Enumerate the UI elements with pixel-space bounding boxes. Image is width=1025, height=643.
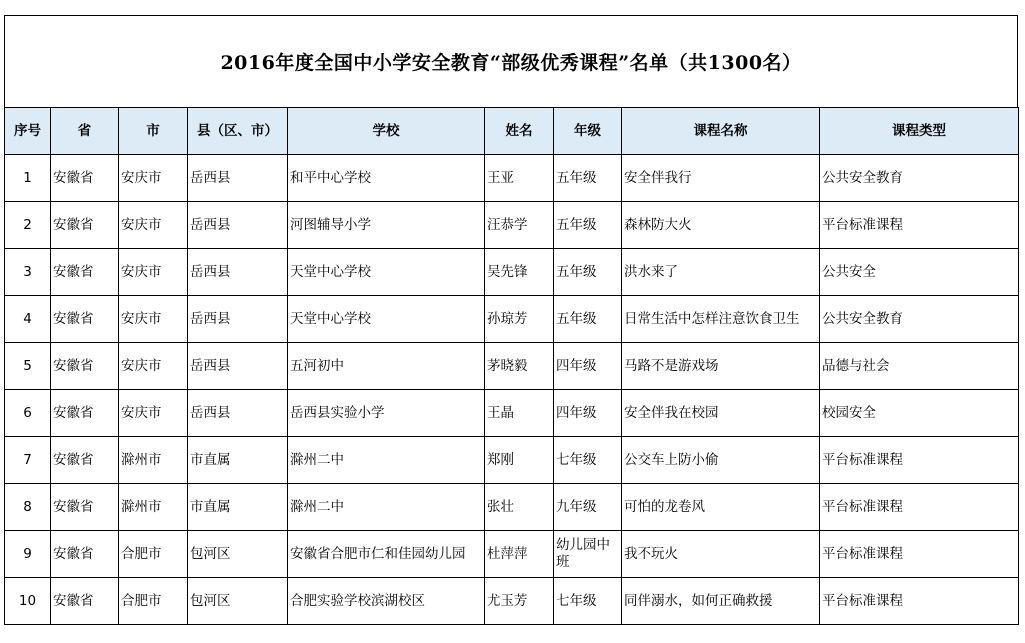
cell-county[interactable]: 岳西县: [188, 202, 288, 249]
cell-course-type[interactable]: 校园安全: [820, 390, 1019, 437]
cell-course-name[interactable]: 森林防大火: [622, 202, 820, 249]
cell-grade[interactable]: 五年级: [554, 202, 622, 249]
cell-index[interactable]: 4: [5, 296, 51, 343]
col-header-province[interactable]: 省: [51, 108, 119, 155]
cell-city[interactable]: 安庆市: [119, 155, 188, 202]
table-row: [5, 437, 1019, 484]
cell-school[interactable]: 和平中心学校: [288, 155, 485, 202]
cell-grade[interactable]: 五年级: [554, 296, 622, 343]
col-header-course-type[interactable]: 课程类型: [820, 108, 1019, 155]
cell-county[interactable]: 市直属: [188, 437, 288, 484]
cell-name[interactable]: 茅晓毅: [485, 343, 554, 390]
table-row: [5, 390, 1019, 437]
cell-city[interactable]: 合肥市: [119, 578, 188, 625]
cell-index[interactable]: 2: [5, 202, 51, 249]
cell-name[interactable]: 孙琼芳: [485, 296, 554, 343]
cell-grade[interactable]: 九年级: [554, 484, 622, 531]
cell-course-type[interactable]: 平台标准课程: [820, 437, 1019, 484]
cell-name[interactable]: 吴先锋: [485, 249, 554, 296]
cell-name[interactable]: 杜萍萍: [485, 531, 554, 578]
cell-index[interactable]: 8: [5, 484, 51, 531]
cell-school[interactable]: 合肥实验学校滨湖校区: [288, 578, 485, 625]
cell-province[interactable]: 安徽省: [51, 296, 119, 343]
cell-course-type[interactable]: 平台标准课程: [820, 202, 1019, 249]
cell-course-type[interactable]: 平台标准课程: [820, 578, 1019, 625]
cell-course-type[interactable]: 公共安全教育: [820, 155, 1019, 202]
cell-school[interactable]: 五河初中: [288, 343, 485, 390]
table-row: [5, 296, 1019, 343]
cell-province[interactable]: 安徽省: [51, 437, 119, 484]
cell-grade[interactable]: 四年级: [554, 343, 622, 390]
cell-course-name[interactable]: 同伴溺水，如何正确救援: [622, 578, 820, 625]
cell-school[interactable]: 安徽省合肥市仁和佳园幼儿园: [288, 531, 485, 578]
cell-city[interactable]: 合肥市: [119, 531, 188, 578]
cell-grade[interactable]: 四年级: [554, 390, 622, 437]
cell-index[interactable]: 5: [5, 343, 51, 390]
cell-course-name[interactable]: 可怕的龙卷风: [622, 484, 820, 531]
cell-province[interactable]: 安徽省: [51, 343, 119, 390]
cell-grade[interactable]: 七年级: [554, 437, 622, 484]
cell-course-name[interactable]: 安全伴我在校园: [622, 390, 820, 437]
cell-grade[interactable]: 五年级: [554, 155, 622, 202]
cell-province[interactable]: 安徽省: [51, 249, 119, 296]
table-row: [5, 343, 1019, 390]
cell-school[interactable]: 滁州二中: [288, 484, 485, 531]
cell-name[interactable]: 王亚: [485, 155, 554, 202]
spreadsheet: [4, 15, 1018, 625]
table-row: [5, 484, 1019, 531]
table-row: [5, 202, 1019, 249]
cell-city[interactable]: 滁州市: [119, 484, 188, 531]
cell-course-type[interactable]: 公共安全: [820, 249, 1019, 296]
cell-province[interactable]: 安徽省: [51, 531, 119, 578]
cell-course-type[interactable]: 平台标准课程: [820, 484, 1019, 531]
col-header-school[interactable]: 学校: [288, 108, 485, 155]
cell-county[interactable]: 岳西县: [188, 343, 288, 390]
cell-index[interactable]: 6: [5, 390, 51, 437]
col-header-course-name[interactable]: 课程名称: [622, 108, 820, 155]
cell-course-name[interactable]: 安全伴我行: [622, 155, 820, 202]
cell-county[interactable]: 岳西县: [188, 296, 288, 343]
cell-school[interactable]: 岳西县实验小学: [288, 390, 485, 437]
cell-school[interactable]: 天堂中心学校: [288, 296, 485, 343]
cell-province[interactable]: 安徽省: [51, 202, 119, 249]
table-row: [5, 578, 1019, 625]
table-row: [5, 531, 1019, 578]
cell-school[interactable]: 滁州二中: [288, 437, 485, 484]
title-cell[interactable]: [4, 15, 1018, 107]
cell-index[interactable]: 9: [5, 531, 51, 578]
cell-county[interactable]: 包河区: [188, 578, 288, 625]
cell-county[interactable]: 岳西县: [188, 390, 288, 437]
cell-index[interactable]: 10: [5, 578, 51, 625]
cell-city[interactable]: 安庆市: [119, 249, 188, 296]
cell-school[interactable]: 天堂中心学校: [288, 249, 485, 296]
cell-city[interactable]: 安庆市: [119, 202, 188, 249]
sheet-title: 2016年度全国中小学安全教育“部级优秀课程”名单（共1300名）: [220, 52, 802, 74]
cell-name[interactable]: 张壮: [485, 484, 554, 531]
cell-name[interactable]: 郑刚: [485, 437, 554, 484]
cell-province[interactable]: 安徽省: [51, 155, 119, 202]
cell-name[interactable]: 汪恭学: [485, 202, 554, 249]
col-header-grade[interactable]: 年级: [554, 108, 622, 155]
cell-grade[interactable]: 幼儿园中班: [554, 531, 622, 578]
cell-grade[interactable]: 五年级: [554, 249, 622, 296]
cell-index[interactable]: 3: [5, 249, 51, 296]
cell-city[interactable]: 滁州市: [119, 437, 188, 484]
cell-city[interactable]: 安庆市: [119, 390, 188, 437]
cell-province[interactable]: 安徽省: [51, 578, 119, 625]
cell-course-name[interactable]: 日常生活中怎样注意饮食卫生: [622, 296, 820, 343]
col-header-index[interactable]: 序号: [5, 108, 51, 155]
cell-county[interactable]: 岳西县: [188, 249, 288, 296]
col-header-city[interactable]: 市: [119, 108, 188, 155]
col-header-county[interactable]: 县（区、市）: [188, 108, 288, 155]
cell-city[interactable]: 安庆市: [119, 343, 188, 390]
cell-province[interactable]: 安徽省: [51, 390, 119, 437]
cell-course-type[interactable]: 平台标准课程: [820, 531, 1019, 578]
cell-index[interactable]: 1: [5, 155, 51, 202]
cell-course-name[interactable]: 公交车上防小偷: [622, 437, 820, 484]
cell-county[interactable]: 市直属: [188, 484, 288, 531]
cell-city[interactable]: 安庆市: [119, 296, 188, 343]
cell-name[interactable]: 尤玉芳: [485, 578, 554, 625]
cell-county[interactable]: 岳西县: [188, 155, 288, 202]
table-row: [5, 249, 1019, 296]
course-table: [4, 107, 1019, 625]
cell-course-type[interactable]: 品德与社会: [820, 343, 1019, 390]
cell-province[interactable]: 安徽省: [51, 484, 119, 531]
table-row: [5, 155, 1019, 202]
header-row: [5, 108, 1019, 155]
cell-name[interactable]: 王晶: [485, 390, 554, 437]
cell-index[interactable]: 7: [5, 437, 51, 484]
cell-county[interactable]: 包河区: [188, 531, 288, 578]
col-header-name[interactable]: 姓名: [485, 108, 554, 155]
cell-school[interactable]: 河图辅导小学: [288, 202, 485, 249]
cell-course-name[interactable]: 马路不是游戏场: [622, 343, 820, 390]
cell-course-name[interactable]: 我不玩火: [622, 531, 820, 578]
cell-grade[interactable]: 七年级: [554, 578, 622, 625]
cell-course-type[interactable]: 公共安全教育: [820, 296, 1019, 343]
cell-course-name[interactable]: 洪水来了: [622, 249, 820, 296]
